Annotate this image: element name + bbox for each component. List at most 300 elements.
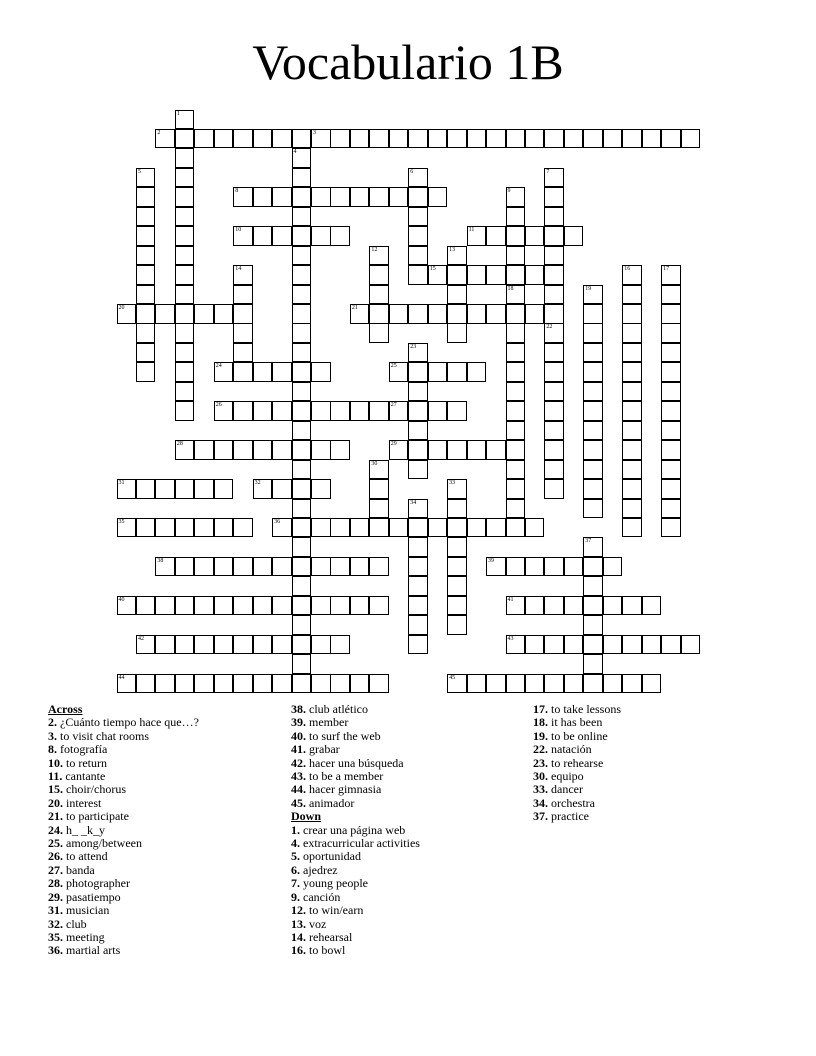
- grid-cell[interactable]: [175, 382, 195, 402]
- grid-cell[interactable]: [408, 421, 428, 441]
- grid-cell[interactable]: [408, 187, 428, 207]
- grid-cell[interactable]: [233, 362, 253, 382]
- grid-cell[interactable]: [369, 518, 389, 538]
- grid-cell[interactable]: [292, 129, 312, 149]
- grid-cell[interactable]: [544, 460, 564, 480]
- grid-cell[interactable]: [525, 226, 545, 246]
- grid-cell[interactable]: [564, 674, 584, 694]
- grid-cell[interactable]: [272, 557, 292, 577]
- grid-cell[interactable]: [661, 635, 681, 655]
- grid-cell[interactable]: [544, 246, 564, 266]
- grid-cell[interactable]: [292, 479, 312, 499]
- grid-cell[interactable]: [447, 596, 467, 616]
- grid-cell[interactable]: [389, 362, 409, 382]
- grid-cell[interactable]: [583, 499, 603, 519]
- grid-cell[interactable]: [583, 654, 603, 674]
- grid-cell[interactable]: [311, 187, 331, 207]
- grid-cell[interactable]: [214, 440, 234, 460]
- grid-cell[interactable]: [292, 401, 312, 421]
- grid-cell[interactable]: [175, 265, 195, 285]
- grid-cell[interactable]: [544, 129, 564, 149]
- grid-cell[interactable]: [506, 246, 526, 266]
- grid-cell[interactable]: [447, 246, 467, 266]
- grid-cell[interactable]: [408, 615, 428, 635]
- grid-cell[interactable]: [389, 304, 409, 324]
- grid-cell[interactable]: [544, 265, 564, 285]
- grid-cell[interactable]: [544, 557, 564, 577]
- grid-cell[interactable]: [622, 304, 642, 324]
- grid-cell[interactable]: [642, 674, 662, 694]
- grid-cell[interactable]: [506, 343, 526, 363]
- grid-cell[interactable]: [175, 596, 195, 616]
- grid-cell[interactable]: [369, 304, 389, 324]
- grid-cell[interactable]: [233, 187, 253, 207]
- grid-cell[interactable]: [661, 518, 681, 538]
- grid-cell[interactable]: [175, 285, 195, 305]
- grid-cell[interactable]: [253, 596, 273, 616]
- grid-cell[interactable]: [506, 635, 526, 655]
- grid-cell[interactable]: [447, 285, 467, 305]
- grid-cell[interactable]: [525, 635, 545, 655]
- grid-cell[interactable]: [292, 304, 312, 324]
- grid-cell[interactable]: [311, 479, 331, 499]
- grid-cell[interactable]: [408, 362, 428, 382]
- grid-cell[interactable]: [136, 187, 156, 207]
- grid-cell[interactable]: [447, 362, 467, 382]
- grid-cell[interactable]: [467, 265, 487, 285]
- grid-cell[interactable]: [272, 362, 292, 382]
- grid-cell[interactable]: [155, 479, 175, 499]
- grid-cell[interactable]: [447, 576, 467, 596]
- grid-cell[interactable]: [506, 323, 526, 343]
- grid-cell[interactable]: [681, 635, 701, 655]
- grid-cell[interactable]: [214, 518, 234, 538]
- grid-cell[interactable]: [506, 187, 526, 207]
- grid-cell[interactable]: [661, 460, 681, 480]
- grid-cell[interactable]: [447, 401, 467, 421]
- grid-cell[interactable]: [233, 323, 253, 343]
- grid-cell[interactable]: [136, 265, 156, 285]
- grid-cell[interactable]: [292, 382, 312, 402]
- grid-cell[interactable]: [447, 499, 467, 519]
- grid-cell[interactable]: [117, 596, 137, 616]
- grid-cell[interactable]: [233, 518, 253, 538]
- grid-cell[interactable]: [175, 304, 195, 324]
- grid-cell[interactable]: [233, 129, 253, 149]
- grid-cell[interactable]: [311, 635, 331, 655]
- grid-cell[interactable]: [642, 129, 662, 149]
- grid-cell[interactable]: [544, 440, 564, 460]
- grid-cell[interactable]: [408, 343, 428, 363]
- grid-cell[interactable]: [175, 518, 195, 538]
- grid-cell[interactable]: [253, 401, 273, 421]
- grid-cell[interactable]: [622, 401, 642, 421]
- grid-cell[interactable]: [622, 421, 642, 441]
- grid-cell[interactable]: [583, 440, 603, 460]
- grid-cell[interactable]: [447, 518, 467, 538]
- grid-cell[interactable]: [544, 362, 564, 382]
- grid-cell[interactable]: [428, 401, 448, 421]
- grid-cell[interactable]: [369, 285, 389, 305]
- grid-cell[interactable]: [506, 596, 526, 616]
- grid-cell[interactable]: [136, 304, 156, 324]
- grid-cell[interactable]: [603, 596, 623, 616]
- grid-cell[interactable]: [292, 596, 312, 616]
- grid-cell[interactable]: [253, 479, 273, 499]
- grid-cell[interactable]: [622, 596, 642, 616]
- grid-cell[interactable]: [447, 129, 467, 149]
- grid-cell[interactable]: [155, 518, 175, 538]
- grid-cell[interactable]: [369, 499, 389, 519]
- grid-cell[interactable]: [525, 304, 545, 324]
- grid-cell[interactable]: [622, 440, 642, 460]
- grid-cell[interactable]: [506, 382, 526, 402]
- grid-cell[interactable]: [253, 635, 273, 655]
- grid-cell[interactable]: [136, 518, 156, 538]
- grid-cell[interactable]: [272, 674, 292, 694]
- grid-cell[interactable]: [292, 674, 312, 694]
- grid-cell[interactable]: [175, 362, 195, 382]
- grid-cell[interactable]: [408, 401, 428, 421]
- grid-cell[interactable]: [506, 674, 526, 694]
- grid-cell[interactable]: [486, 304, 506, 324]
- grid-cell[interactable]: [622, 635, 642, 655]
- grid-cell[interactable]: [214, 674, 234, 694]
- grid-cell[interactable]: [622, 499, 642, 519]
- grid-cell[interactable]: [175, 148, 195, 168]
- grid-cell[interactable]: [622, 362, 642, 382]
- grid-cell[interactable]: [350, 187, 370, 207]
- grid-cell[interactable]: [214, 596, 234, 616]
- grid-cell[interactable]: [408, 596, 428, 616]
- grid-cell[interactable]: [506, 362, 526, 382]
- grid-cell[interactable]: [194, 518, 214, 538]
- grid-cell[interactable]: [389, 401, 409, 421]
- grid-cell[interactable]: [506, 207, 526, 227]
- grid-cell[interactable]: [506, 518, 526, 538]
- grid-cell[interactable]: [486, 674, 506, 694]
- grid-cell[interactable]: [117, 304, 137, 324]
- grid-cell[interactable]: [194, 479, 214, 499]
- grid-cell[interactable]: [564, 596, 584, 616]
- grid-cell[interactable]: [253, 674, 273, 694]
- grid-cell[interactable]: [389, 129, 409, 149]
- grid-cell[interactable]: [117, 479, 137, 499]
- grid-cell[interactable]: [136, 207, 156, 227]
- grid-cell[interactable]: [330, 187, 350, 207]
- grid-cell[interactable]: [233, 596, 253, 616]
- grid-cell[interactable]: [233, 265, 253, 285]
- grid-cell[interactable]: [603, 635, 623, 655]
- grid-cell[interactable]: [311, 226, 331, 246]
- grid-cell[interactable]: [447, 674, 467, 694]
- grid-cell[interactable]: [447, 323, 467, 343]
- grid-cell[interactable]: [389, 187, 409, 207]
- grid-cell[interactable]: [408, 304, 428, 324]
- grid-cell[interactable]: [389, 440, 409, 460]
- grid-cell[interactable]: [272, 129, 292, 149]
- grid-cell[interactable]: [155, 635, 175, 655]
- grid-cell[interactable]: [292, 635, 312, 655]
- grid-cell[interactable]: [311, 596, 331, 616]
- grid-cell[interactable]: [506, 460, 526, 480]
- grid-cell[interactable]: [194, 557, 214, 577]
- grid-cell[interactable]: [233, 343, 253, 363]
- grid-cell[interactable]: [253, 362, 273, 382]
- grid-cell[interactable]: [175, 129, 195, 149]
- grid-cell[interactable]: [661, 129, 681, 149]
- grid-cell[interactable]: [292, 343, 312, 363]
- grid-cell[interactable]: [661, 421, 681, 441]
- grid-cell[interactable]: [350, 518, 370, 538]
- grid-cell[interactable]: [292, 460, 312, 480]
- grid-cell[interactable]: [155, 304, 175, 324]
- grid-cell[interactable]: [428, 187, 448, 207]
- grid-cell[interactable]: [253, 557, 273, 577]
- grid-cell[interactable]: [408, 129, 428, 149]
- grid-cell[interactable]: [583, 401, 603, 421]
- grid-cell[interactable]: [311, 401, 331, 421]
- grid-cell[interactable]: [350, 401, 370, 421]
- grid-cell[interactable]: [583, 537, 603, 557]
- grid-cell[interactable]: [661, 304, 681, 324]
- grid-cell[interactable]: [175, 343, 195, 363]
- grid-cell[interactable]: [330, 440, 350, 460]
- grid-cell[interactable]: [136, 285, 156, 305]
- grid-cell[interactable]: [544, 674, 564, 694]
- grid-cell[interactable]: [506, 304, 526, 324]
- grid-cell[interactable]: [292, 576, 312, 596]
- grid-cell[interactable]: [330, 226, 350, 246]
- grid-cell[interactable]: [408, 635, 428, 655]
- grid-cell[interactable]: [292, 226, 312, 246]
- grid-cell[interactable]: [583, 421, 603, 441]
- grid-cell[interactable]: [447, 615, 467, 635]
- grid-cell[interactable]: [292, 148, 312, 168]
- grid-cell[interactable]: [506, 440, 526, 460]
- grid-cell[interactable]: [175, 401, 195, 421]
- grid-cell[interactable]: [233, 285, 253, 305]
- grid-cell[interactable]: [408, 460, 428, 480]
- grid-cell[interactable]: [350, 129, 370, 149]
- grid-cell[interactable]: [117, 518, 137, 538]
- grid-cell[interactable]: [253, 129, 273, 149]
- grid-cell[interactable]: [583, 362, 603, 382]
- grid-cell[interactable]: [564, 129, 584, 149]
- grid-cell[interactable]: [272, 401, 292, 421]
- grid-cell[interactable]: [175, 187, 195, 207]
- grid-cell[interactable]: [272, 440, 292, 460]
- grid-cell[interactable]: [369, 323, 389, 343]
- grid-cell[interactable]: [544, 382, 564, 402]
- grid-cell[interactable]: [272, 635, 292, 655]
- grid-cell[interactable]: [486, 440, 506, 460]
- grid-cell[interactable]: [622, 129, 642, 149]
- grid-cell[interactable]: [583, 635, 603, 655]
- grid-cell[interactable]: [467, 518, 487, 538]
- grid-cell[interactable]: [544, 226, 564, 246]
- grid-cell[interactable]: [194, 440, 214, 460]
- grid-cell[interactable]: [292, 168, 312, 188]
- grid-cell[interactable]: [136, 674, 156, 694]
- grid-cell[interactable]: [467, 440, 487, 460]
- grid-cell[interactable]: [233, 674, 253, 694]
- grid-cell[interactable]: [583, 304, 603, 324]
- grid-cell[interactable]: [564, 557, 584, 577]
- grid-cell[interactable]: [428, 518, 448, 538]
- grid-cell[interactable]: [525, 596, 545, 616]
- grid-cell[interactable]: [506, 285, 526, 305]
- grid-cell[interactable]: [292, 499, 312, 519]
- grid-cell[interactable]: [369, 187, 389, 207]
- grid-cell[interactable]: [350, 557, 370, 577]
- grid-cell[interactable]: [408, 168, 428, 188]
- grid-cell[interactable]: [622, 382, 642, 402]
- grid-cell[interactable]: [544, 187, 564, 207]
- grid-cell[interactable]: [136, 596, 156, 616]
- grid-cell[interactable]: [292, 615, 312, 635]
- grid-cell[interactable]: [194, 304, 214, 324]
- grid-cell[interactable]: [214, 557, 234, 577]
- grid-cell[interactable]: [292, 362, 312, 382]
- grid-cell[interactable]: [583, 382, 603, 402]
- grid-cell[interactable]: [467, 304, 487, 324]
- grid-cell[interactable]: [622, 460, 642, 480]
- grid-cell[interactable]: [175, 440, 195, 460]
- grid-cell[interactable]: [194, 674, 214, 694]
- grid-cell[interactable]: [136, 323, 156, 343]
- grid-cell[interactable]: [544, 479, 564, 499]
- grid-cell[interactable]: [292, 537, 312, 557]
- grid-cell[interactable]: [136, 226, 156, 246]
- grid-cell[interactable]: [272, 518, 292, 538]
- grid-cell[interactable]: [661, 343, 681, 363]
- grid-cell[interactable]: [506, 129, 526, 149]
- grid-cell[interactable]: [525, 518, 545, 538]
- grid-cell[interactable]: [622, 343, 642, 363]
- grid-cell[interactable]: [603, 674, 623, 694]
- grid-cell[interactable]: [506, 226, 526, 246]
- grid-cell[interactable]: [622, 285, 642, 305]
- grid-cell[interactable]: [369, 596, 389, 616]
- grid-cell[interactable]: [603, 557, 623, 577]
- grid-cell[interactable]: [583, 615, 603, 635]
- grid-cell[interactable]: [233, 635, 253, 655]
- grid-cell[interactable]: [544, 323, 564, 343]
- grid-cell[interactable]: [525, 265, 545, 285]
- grid-cell[interactable]: [330, 129, 350, 149]
- grid-cell[interactable]: [486, 265, 506, 285]
- grid-cell[interactable]: [408, 537, 428, 557]
- grid-cell[interactable]: [292, 654, 312, 674]
- grid-cell[interactable]: [194, 596, 214, 616]
- grid-cell[interactable]: [583, 674, 603, 694]
- grid-cell[interactable]: [428, 362, 448, 382]
- grid-cell[interactable]: [136, 635, 156, 655]
- grid-cell[interactable]: [214, 304, 234, 324]
- grid-cell[interactable]: [292, 187, 312, 207]
- grid-cell[interactable]: [330, 674, 350, 694]
- grid-cell[interactable]: [233, 401, 253, 421]
- grid-cell[interactable]: [642, 596, 662, 616]
- grid-cell[interactable]: [292, 207, 312, 227]
- grid-cell[interactable]: [272, 596, 292, 616]
- grid-cell[interactable]: [233, 557, 253, 577]
- grid-cell[interactable]: [175, 323, 195, 343]
- grid-cell[interactable]: [428, 265, 448, 285]
- grid-cell[interactable]: [408, 499, 428, 519]
- grid-cell[interactable]: [408, 557, 428, 577]
- grid-cell[interactable]: [311, 362, 331, 382]
- grid-cell[interactable]: [447, 557, 467, 577]
- grid-cell[interactable]: [661, 382, 681, 402]
- grid-cell[interactable]: [136, 343, 156, 363]
- grid-cell[interactable]: [175, 207, 195, 227]
- grid-cell[interactable]: [428, 304, 448, 324]
- grid-cell[interactable]: [486, 557, 506, 577]
- grid-cell[interactable]: [447, 265, 467, 285]
- grid-cell[interactable]: [506, 401, 526, 421]
- grid-cell[interactable]: [175, 110, 195, 130]
- grid-cell[interactable]: [467, 674, 487, 694]
- grid-cell[interactable]: [292, 285, 312, 305]
- grid-cell[interactable]: [175, 168, 195, 188]
- grid-cell[interactable]: [214, 129, 234, 149]
- grid-cell[interactable]: [155, 557, 175, 577]
- grid-cell[interactable]: [408, 207, 428, 227]
- grid-cell[interactable]: [272, 226, 292, 246]
- grid-cell[interactable]: [583, 323, 603, 343]
- grid-cell[interactable]: [544, 635, 564, 655]
- grid-cell[interactable]: [233, 440, 253, 460]
- grid-cell[interactable]: [506, 479, 526, 499]
- grid-cell[interactable]: [233, 304, 253, 324]
- grid-cell[interactable]: [564, 635, 584, 655]
- grid-cell[interactable]: [292, 265, 312, 285]
- grid-cell[interactable]: [136, 479, 156, 499]
- grid-cell[interactable]: [583, 285, 603, 305]
- grid-cell[interactable]: [544, 596, 564, 616]
- grid-cell[interactable]: [642, 635, 662, 655]
- grid-cell[interactable]: [214, 635, 234, 655]
- grid-cell[interactable]: [447, 537, 467, 557]
- grid-cell[interactable]: [467, 129, 487, 149]
- grid-cell[interactable]: [564, 226, 584, 246]
- grid-cell[interactable]: [194, 129, 214, 149]
- grid-cell[interactable]: [117, 674, 137, 694]
- grid-cell[interactable]: [292, 323, 312, 343]
- grid-cell[interactable]: [486, 129, 506, 149]
- grid-cell[interactable]: [622, 265, 642, 285]
- grid-cell[interactable]: [330, 596, 350, 616]
- grid-cell[interactable]: [622, 479, 642, 499]
- grid-cell[interactable]: [486, 518, 506, 538]
- grid-cell[interactable]: [136, 246, 156, 266]
- grid-cell[interactable]: [175, 479, 195, 499]
- grid-cell[interactable]: [603, 129, 623, 149]
- grid-cell[interactable]: [661, 440, 681, 460]
- grid-cell[interactable]: [661, 285, 681, 305]
- grid-cell[interactable]: [292, 440, 312, 460]
- grid-cell[interactable]: [369, 129, 389, 149]
- grid-cell[interactable]: [661, 479, 681, 499]
- grid-cell[interactable]: [369, 401, 389, 421]
- grid-cell[interactable]: [272, 479, 292, 499]
- grid-cell[interactable]: [506, 265, 526, 285]
- grid-cell[interactable]: [544, 207, 564, 227]
- grid-cell[interactable]: [408, 265, 428, 285]
- grid-cell[interactable]: [506, 557, 526, 577]
